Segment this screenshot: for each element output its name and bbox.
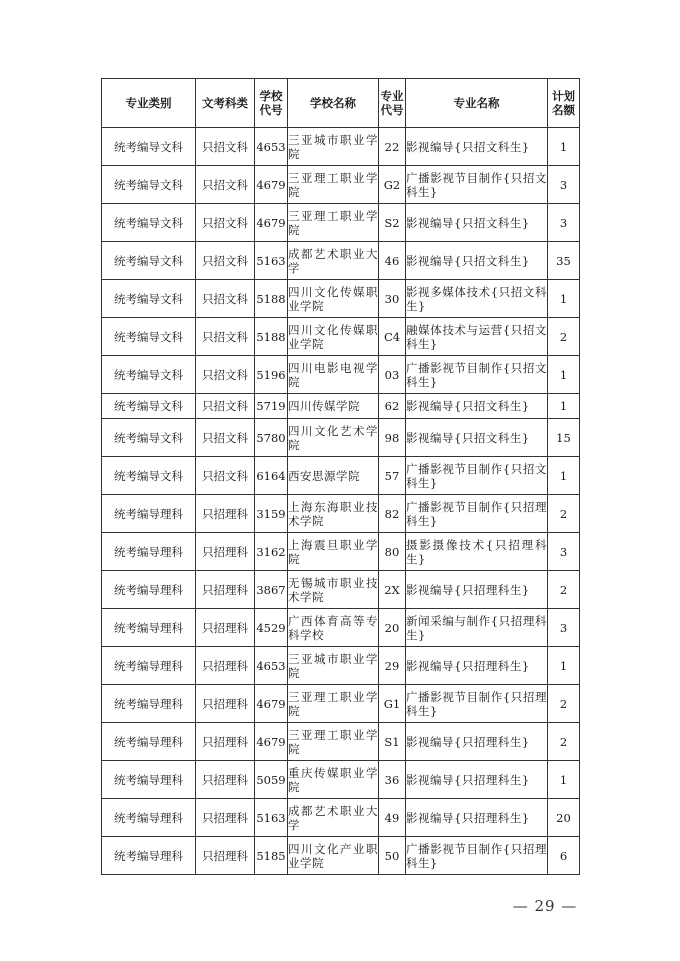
cell-subject: 只招理科 — [196, 799, 255, 837]
header-major-name: 专业名称 — [406, 79, 548, 128]
table-row — [102, 799, 580, 837]
cell-quota: 1 — [548, 647, 580, 685]
cell-major-name: 广播影视节目制作{只招文科生} — [406, 457, 548, 495]
cell-school-name: 广西体育高等专科学校 — [288, 609, 379, 647]
cell-quota: 1 — [548, 280, 580, 318]
cell-quota: 35 — [548, 242, 580, 280]
cell-school-code: 4679 — [255, 685, 288, 723]
cell-major-code: 49 — [379, 799, 406, 837]
cell-school-code: 5719 — [255, 394, 288, 419]
table-row — [102, 761, 580, 799]
cell-major-code: S2 — [379, 204, 406, 242]
cell-subject: 只招理科 — [196, 571, 255, 609]
table-row — [102, 394, 580, 419]
header-school-code: 学校代号 — [255, 79, 288, 128]
table-row — [102, 837, 580, 875]
cell-major-name: 摄影摄像技术{只招理科生} — [406, 533, 548, 571]
cell-school-code: 5163 — [255, 799, 288, 837]
cell-subject: 只招文科 — [196, 280, 255, 318]
table-row — [102, 204, 580, 242]
cell-category: 统考编导理科 — [102, 723, 196, 761]
cell-category: 统考编导理科 — [102, 647, 196, 685]
cell-subject: 只招文科 — [196, 204, 255, 242]
cell-quota: 1 — [548, 128, 580, 166]
cell-major-name: 影视编导{只招理科生} — [406, 761, 548, 799]
cell-quota: 3 — [548, 533, 580, 571]
cell-school-code: 5780 — [255, 419, 288, 457]
cell-school-name: 三亚理工职业学院 — [288, 685, 379, 723]
cell-major-code: G2 — [379, 166, 406, 204]
cell-quota: 1 — [548, 394, 580, 419]
table-row — [102, 571, 580, 609]
cell-category: 统考编导理科 — [102, 495, 196, 533]
header-school-name: 学校名称 — [288, 79, 379, 128]
cell-major-name: 广播影视节目制作{只招理科生} — [406, 495, 548, 533]
cell-major-code: 22 — [379, 128, 406, 166]
cell-quota: 6 — [548, 837, 580, 875]
cell-quota: 2 — [548, 571, 580, 609]
table-row — [102, 356, 580, 394]
table-row — [102, 128, 580, 166]
table-row — [102, 166, 580, 204]
cell-quota: 2 — [548, 495, 580, 533]
page-number: — 29 — — [512, 897, 578, 915]
cell-category: 统考编导理科 — [102, 799, 196, 837]
cell-subject: 只招理科 — [196, 647, 255, 685]
table-row — [102, 685, 580, 723]
cell-quota: 15 — [548, 419, 580, 457]
cell-major-name: 广播影视节目制作{只招文科生} — [406, 166, 548, 204]
cell-subject: 只招文科 — [196, 394, 255, 419]
cell-subject: 只招理科 — [196, 723, 255, 761]
cell-school-name: 上海东海职业技术学院 — [288, 495, 379, 533]
cell-subject: 只招理科 — [196, 685, 255, 723]
table-row — [102, 495, 580, 533]
cell-category: 统考编导理科 — [102, 571, 196, 609]
table-row — [102, 242, 580, 280]
cell-major-name: 广播影视节目制作{只招文科生} — [406, 356, 548, 394]
cell-school-code: 5185 — [255, 837, 288, 875]
cell-subject: 只招理科 — [196, 837, 255, 875]
cell-major-name: 影视编导{只招文科生} — [406, 394, 548, 419]
cell-subject: 只招文科 — [196, 356, 255, 394]
cell-school-code: 4653 — [255, 128, 288, 166]
table-header-row — [102, 79, 580, 128]
cell-category: 统考编导文科 — [102, 356, 196, 394]
table-row — [102, 419, 580, 457]
cell-major-name: 广播影视节目制作{只招理科生} — [406, 837, 548, 875]
cell-subject: 只招文科 — [196, 318, 255, 356]
header-quota: 计划名额 — [548, 79, 580, 128]
cell-quota: 1 — [548, 457, 580, 495]
table-row — [102, 318, 580, 356]
cell-category: 统考编导文科 — [102, 166, 196, 204]
cell-category: 统考编导文科 — [102, 318, 196, 356]
cell-school-name: 西安思源学院 — [288, 457, 379, 495]
cell-quota: 2 — [548, 318, 580, 356]
cell-major-code: 36 — [379, 761, 406, 799]
table-row — [102, 647, 580, 685]
cell-major-code: S1 — [379, 723, 406, 761]
cell-school-name: 成都艺术职业大学 — [288, 799, 379, 837]
cell-school-name: 无锡城市职业技术学院 — [288, 571, 379, 609]
cell-major-code: 50 — [379, 837, 406, 875]
cell-major-name: 影视多媒体技术{只招文科生} — [406, 280, 548, 318]
table-row — [102, 533, 580, 571]
cell-major-code: 29 — [379, 647, 406, 685]
cell-major-code: 03 — [379, 356, 406, 394]
table-body — [102, 128, 580, 875]
cell-major-code: C4 — [379, 318, 406, 356]
cell-category: 统考编导文科 — [102, 394, 196, 419]
cell-school-name: 四川文化传媒职业学院 — [288, 280, 379, 318]
cell-category: 统考编导理科 — [102, 609, 196, 647]
cell-school-name: 三亚理工职业学院 — [288, 166, 379, 204]
cell-quota: 3 — [548, 609, 580, 647]
cell-subject: 只招理科 — [196, 495, 255, 533]
cell-school-code: 3162 — [255, 533, 288, 571]
cell-major-code: 98 — [379, 419, 406, 457]
cell-school-code: 5188 — [255, 318, 288, 356]
cell-category: 统考编导文科 — [102, 457, 196, 495]
cell-school-name: 四川电影电视学院 — [288, 356, 379, 394]
cell-quota: 2 — [548, 685, 580, 723]
cell-category: 统考编导理科 — [102, 837, 196, 875]
cell-quota: 2 — [548, 723, 580, 761]
cell-major-code: 2X — [379, 571, 406, 609]
cell-quota: 3 — [548, 204, 580, 242]
cell-quota: 1 — [548, 356, 580, 394]
cell-major-name: 影视编导{只招理科生} — [406, 647, 548, 685]
cell-school-code: 5196 — [255, 356, 288, 394]
cell-school-name: 三亚城市职业学院 — [288, 128, 379, 166]
cell-major-code: 80 — [379, 533, 406, 571]
cell-school-name: 重庆传媒职业学院 — [288, 761, 379, 799]
cell-school-code: 4653 — [255, 647, 288, 685]
cell-major-name: 广播影视节目制作{只招理科生} — [406, 685, 548, 723]
cell-subject: 只招文科 — [196, 419, 255, 457]
cell-category: 统考编导理科 — [102, 533, 196, 571]
table-row — [102, 609, 580, 647]
cell-school-name: 三亚理工职业学院 — [288, 723, 379, 761]
cell-subject: 只招文科 — [196, 128, 255, 166]
cell-school-code: 4679 — [255, 204, 288, 242]
cell-school-code: 4679 — [255, 723, 288, 761]
cell-subject: 只招文科 — [196, 457, 255, 495]
cell-major-code: 57 — [379, 457, 406, 495]
cell-major-code: 62 — [379, 394, 406, 419]
cell-school-code: 5188 — [255, 280, 288, 318]
cell-major-code: 20 — [379, 609, 406, 647]
cell-category: 统考编导文科 — [102, 280, 196, 318]
cell-major-name: 融媒体技术与运营{只招文科生} — [406, 318, 548, 356]
cell-school-code: 6164 — [255, 457, 288, 495]
cell-school-name: 上海震旦职业学院 — [288, 533, 379, 571]
cell-school-name: 四川传媒学院 — [288, 394, 379, 419]
cell-school-code: 5163 — [255, 242, 288, 280]
cell-major-code: 30 — [379, 280, 406, 318]
cell-subject: 只招文科 — [196, 242, 255, 280]
cell-major-name: 影视编导{只招文科生} — [406, 242, 548, 280]
cell-school-name: 四川文化产业职业学院 — [288, 837, 379, 875]
enrollment-plan-table — [101, 78, 580, 875]
cell-category: 统考编导理科 — [102, 761, 196, 799]
cell-major-name: 影视编导{只招文科生} — [406, 128, 548, 166]
cell-category: 统考编导文科 — [102, 419, 196, 457]
cell-major-name: 新闻采编与制作{只招理科生} — [406, 609, 548, 647]
cell-subject: 只招理科 — [196, 533, 255, 571]
cell-school-code: 4529 — [255, 609, 288, 647]
cell-major-name: 影视编导{只招文科生} — [406, 204, 548, 242]
cell-school-name: 四川文化传媒职业学院 — [288, 318, 379, 356]
cell-category: 统考编导文科 — [102, 242, 196, 280]
cell-quota: 20 — [548, 799, 580, 837]
cell-major-code: G1 — [379, 685, 406, 723]
cell-major-code: 82 — [379, 495, 406, 533]
header-category: 专业类别 — [102, 79, 196, 128]
cell-school-name: 三亚理工职业学院 — [288, 204, 379, 242]
cell-school-name: 三亚城市职业学院 — [288, 647, 379, 685]
table-row — [102, 457, 580, 495]
cell-subject: 只招理科 — [196, 609, 255, 647]
cell-major-name: 影视编导{只招理科生} — [406, 571, 548, 609]
cell-quota: 3 — [548, 166, 580, 204]
cell-major-name: 影视编导{只招文科生} — [406, 419, 548, 457]
cell-school-code: 5059 — [255, 761, 288, 799]
cell-major-name: 影视编导{只招理科生} — [406, 723, 548, 761]
table-row — [102, 723, 580, 761]
cell-school-code: 4679 — [255, 166, 288, 204]
header-major-code: 专业代号 — [379, 79, 406, 128]
cell-category: 统考编导文科 — [102, 204, 196, 242]
cell-school-code: 3867 — [255, 571, 288, 609]
cell-category: 统考编导理科 — [102, 685, 196, 723]
cell-school-name: 成都艺术职业大学 — [288, 242, 379, 280]
cell-major-name: 影视编导{只招理科生} — [406, 799, 548, 837]
cell-subject: 只招理科 — [196, 761, 255, 799]
header-subject: 文考科类 — [196, 79, 255, 128]
cell-subject: 只招文科 — [196, 166, 255, 204]
cell-major-code: 46 — [379, 242, 406, 280]
cell-quota: 1 — [548, 761, 580, 799]
table-row — [102, 280, 580, 318]
cell-school-name: 四川文化艺术学院 — [288, 419, 379, 457]
cell-school-code: 3159 — [255, 495, 288, 533]
cell-category: 统考编导文科 — [102, 128, 196, 166]
